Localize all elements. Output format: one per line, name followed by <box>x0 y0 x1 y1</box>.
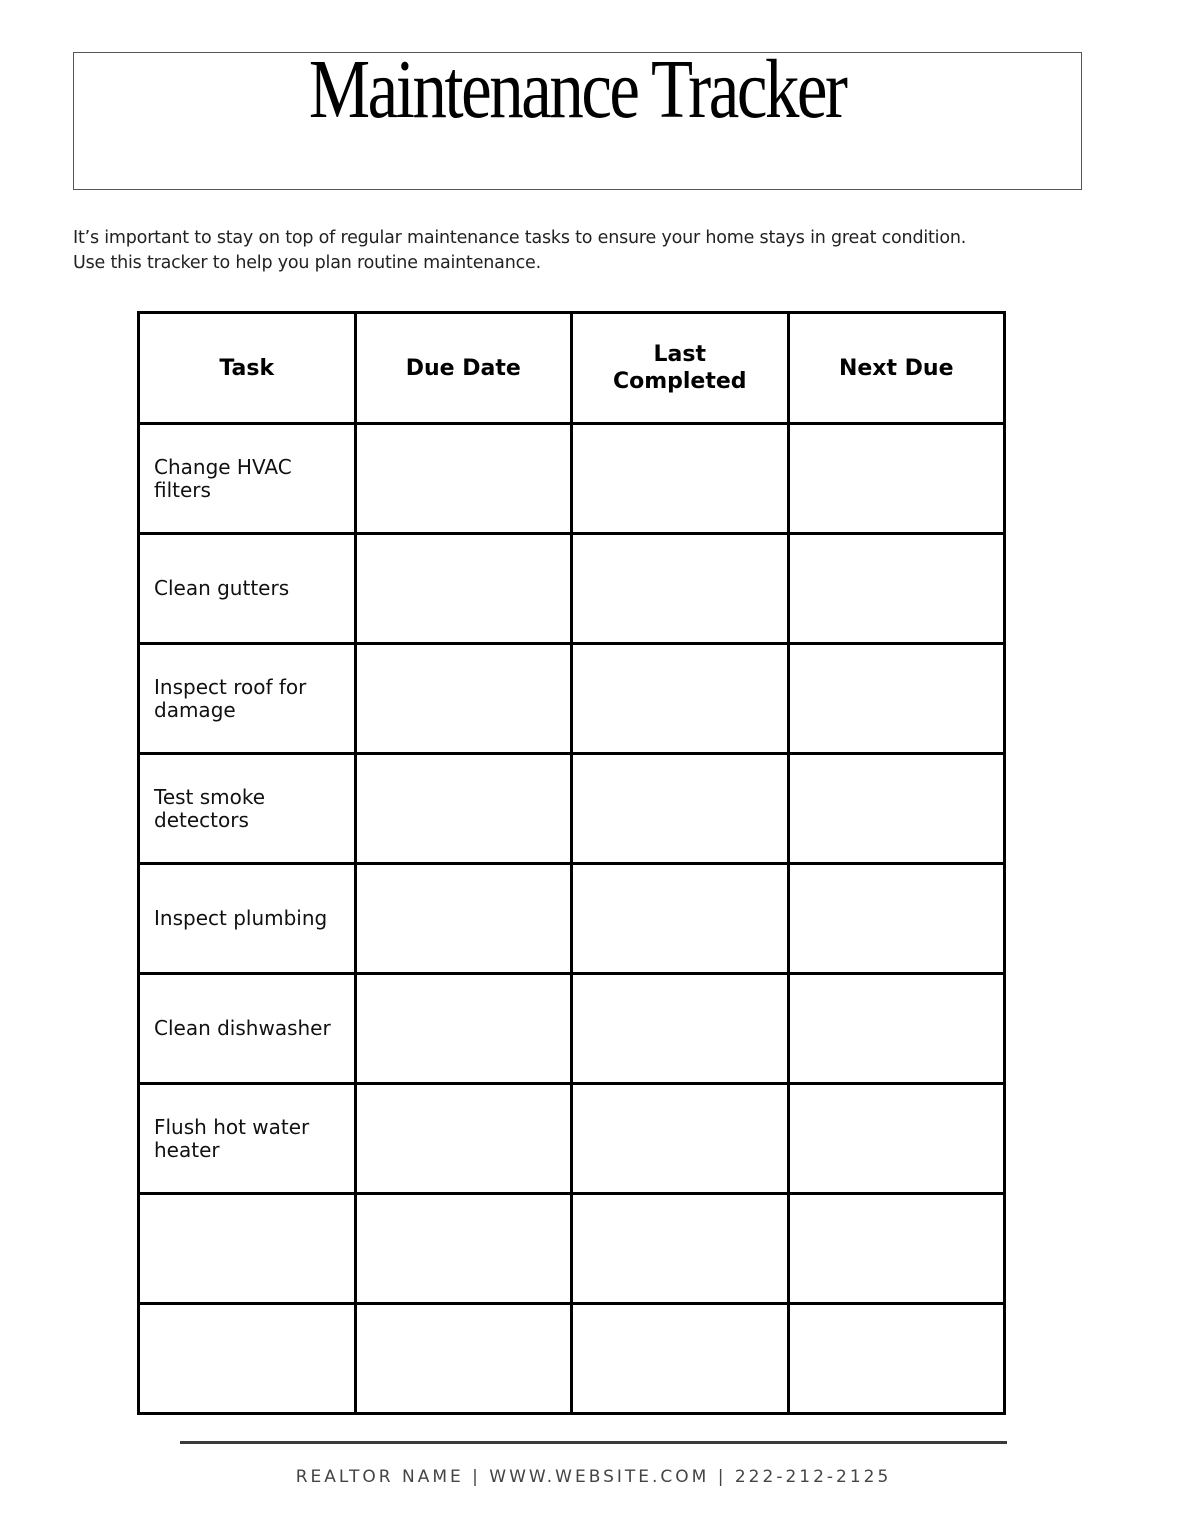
cell-last-completed[interactable] <box>572 974 789 1084</box>
cell-next-due[interactable] <box>788 864 1005 974</box>
cell-next-due[interactable] <box>788 424 1005 534</box>
column-header-due-date: Due Date <box>355 313 572 424</box>
table-row <box>139 974 1005 1084</box>
cell-next-due[interactable] <box>788 974 1005 1084</box>
cell-task[interactable]: Test smoke detectors <box>139 754 356 864</box>
cell-due-date[interactable] <box>355 534 572 644</box>
cell-last-completed[interactable] <box>572 424 789 534</box>
cell-due-date[interactable] <box>355 754 572 864</box>
footer-contact: REALTOR NAME | WWW.WEBSITE.COM | 222-212-2125 <box>295 1467 892 1487</box>
cell-due-date[interactable] <box>355 1304 572 1414</box>
column-header-last-completed-line2: Completed <box>612 369 747 394</box>
cell-task[interactable]: Clean dishwasher <box>139 974 356 1084</box>
table-body <box>139 424 1005 1414</box>
cell-last-completed[interactable] <box>572 1194 789 1304</box>
cell-next-due[interactable] <box>788 1084 1005 1194</box>
cell-last-completed[interactable] <box>572 534 789 644</box>
cell-due-date[interactable] <box>355 974 572 1084</box>
maintenance-table <box>137 311 1006 1415</box>
title-box <box>73 42 1082 190</box>
table-row <box>139 754 1005 864</box>
table-row <box>139 1194 1005 1304</box>
intro-line-1: It’s important to stay on top of regular maintenance tasks to ensure your home stays in great condition. <box>73 228 967 248</box>
cell-next-due[interactable] <box>788 534 1005 644</box>
cell-due-date[interactable] <box>355 864 572 974</box>
cell-task[interactable]: Flush hot water heater <box>139 1084 356 1194</box>
cell-task[interactable]: Clean gutters <box>139 534 356 644</box>
table-row <box>139 1304 1005 1414</box>
cell-last-completed[interactable] <box>572 1304 789 1414</box>
footer-divider <box>180 1441 1007 1444</box>
intro-line-2: Use this tracker to help you plan routine maintenance. <box>73 253 541 273</box>
table-header-row <box>139 313 1005 424</box>
intro-text <box>73 226 1123 276</box>
cell-last-completed[interactable] <box>572 644 789 754</box>
cell-due-date[interactable] <box>355 424 572 534</box>
cell-due-date[interactable] <box>355 1194 572 1304</box>
page-title: Maintenance Tracker <box>309 42 846 136</box>
cell-next-due[interactable] <box>788 1304 1005 1414</box>
cell-last-completed[interactable] <box>572 754 789 864</box>
table-row <box>139 424 1005 534</box>
cell-task[interactable] <box>139 1304 356 1414</box>
cell-due-date[interactable] <box>355 1084 572 1194</box>
cell-due-date[interactable] <box>355 644 572 754</box>
column-header-task: Task <box>139 313 356 424</box>
cell-last-completed[interactable] <box>572 1084 789 1194</box>
cell-task[interactable]: Inspect plumbing <box>139 864 356 974</box>
table-row <box>139 644 1005 754</box>
table-row <box>139 1084 1005 1194</box>
cell-next-due[interactable] <box>788 1194 1005 1304</box>
table-row <box>139 534 1005 644</box>
cell-next-due[interactable] <box>788 644 1005 754</box>
cell-last-completed[interactable] <box>572 864 789 974</box>
table-row <box>139 864 1005 974</box>
cell-next-due[interactable] <box>788 754 1005 864</box>
column-header-next-due: Next Due <box>788 313 1005 424</box>
column-header-last-completed <box>572 313 789 424</box>
cell-task[interactable]: Inspect roof for damage <box>139 644 356 754</box>
column-header-last-completed-line1: Last <box>653 342 706 367</box>
cell-task[interactable] <box>139 1194 356 1304</box>
cell-task[interactable]: Change HVAC filters <box>139 424 356 534</box>
